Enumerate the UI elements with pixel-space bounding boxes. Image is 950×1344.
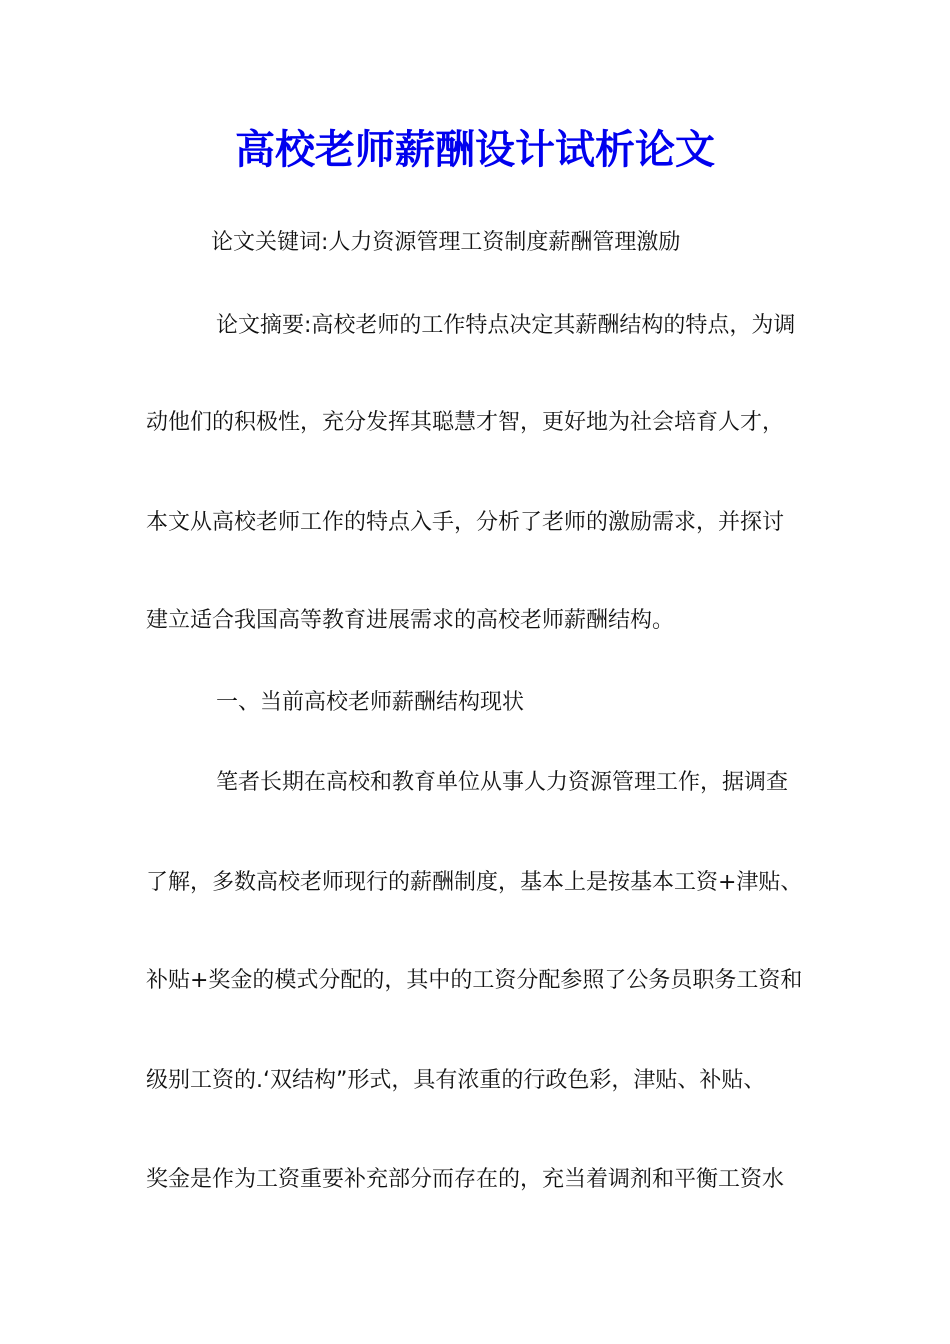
body-line-1: 笔者长期在高校和教育单位从事人力资源管理工作，据调查 bbox=[216, 770, 789, 795]
body-line-5: 奖金是作为工资重要补充部分而存在的，充当着调剂和平衡工资水 bbox=[146, 1167, 785, 1192]
document-title: 高校老师薪酬设计试析论文 bbox=[235, 126, 715, 173]
section-heading: 一、当前高校老师薪酬结构现状 bbox=[216, 690, 525, 715]
body-line-4: 级别工资的.‘双结构”形式，具有浓重的行政色彩，津贴、补贴、 bbox=[146, 1068, 766, 1093]
keywords-line: 论文关键词:人力资源管理工资制度薪酬管理激励 bbox=[211, 230, 681, 255]
abstract-line-4: 建立适合我国高等教育进展需求的高校老师薪酬结构。 bbox=[146, 608, 675, 633]
body-line-2: 了解，多数高校老师现行的薪酬制度，基本上是按基本工资+津贴、 bbox=[146, 870, 803, 895]
abstract-line-2: 动他们的积极性，充分发挥其聪慧才智，更好地为社会培育人才， bbox=[146, 410, 785, 435]
abstract-line-1: 论文摘要:高校老师的工作特点决定其薪酬结构的特点，为调 bbox=[216, 313, 796, 338]
abstract-line-3: 本文从高校老师工作的特点入手，分析了老师的激励需求，并探讨 bbox=[146, 510, 785, 535]
body-line-3: 补贴+奖金的模式分配的，其中的工资分配参照了公务员职务工资和 bbox=[146, 968, 803, 993]
